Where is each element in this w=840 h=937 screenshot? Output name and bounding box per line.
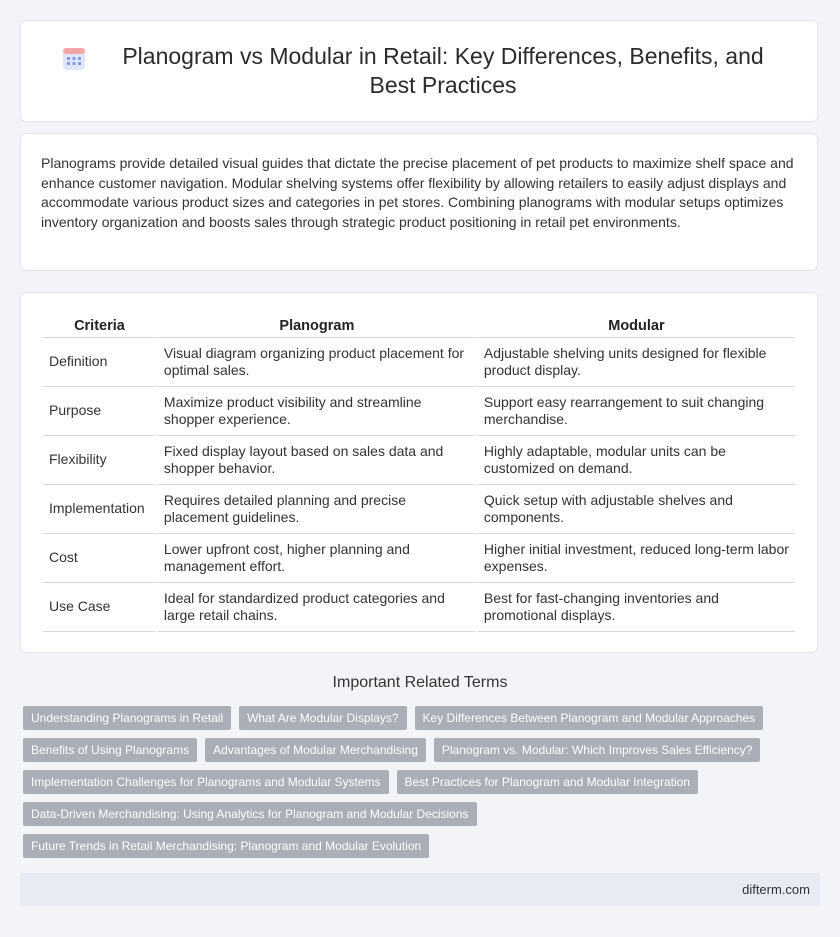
modular-cell: Support easy rearrangement to suit changing merchandise. [478, 387, 795, 436]
intro-paragraph: Planograms provide detailed visual guides that dictate the precise placement of pet products to maximize shelf space and enhance customer navigation. Modular shelving systems offer flexibility by allowing retailers to easily adjust displays and accommodate various product sizes and categories in pet stores. Combining planograms with modular setups optimizes inventory organization and boosts sales through strategic product positioning in retail pet environments. [41, 155, 794, 230]
header-planogram: Planogram [158, 311, 476, 338]
related-term-tag[interactable]: Advantages of Modular Merchandising [205, 738, 426, 762]
related-term-tag[interactable]: Benefits of Using Planograms [23, 738, 197, 762]
related-term-tag[interactable]: Future Trends in Retail Merchandising: Planogram and Modular Evolution [23, 834, 429, 858]
modular-cell: Highly adaptable, modular units can be customized on demand. [478, 436, 795, 485]
table-header-row [43, 311, 795, 338]
related-term-tag[interactable]: Understanding Planograms in Retail [23, 706, 231, 730]
title-card [20, 20, 818, 122]
planogram-cell: Ideal for standardized product categories and large retail chains. [158, 583, 476, 632]
criteria-cell: Implementation [43, 485, 156, 534]
footer-site-link[interactable]: difterm.com [742, 882, 810, 897]
planogram-cell: Lower upfront cost, higher planning and management effort. [158, 534, 476, 583]
related-terms-list [23, 706, 813, 858]
related-term-tag[interactable]: Key Differences Between Planogram and Modular Approaches [415, 706, 764, 730]
planogram-cell: Fixed display layout based on sales data and shopper behavior. [158, 436, 476, 485]
related-term-tag[interactable]: Planogram vs. Modular: Which Improves Sales Efficiency? [434, 738, 761, 762]
comparison-table [41, 311, 797, 632]
modular-cell: Higher initial investment, reduced long-term labor expenses. [478, 534, 795, 583]
header-modular: Modular [478, 311, 795, 338]
related-term-tag[interactable]: Implementation Challenges for Planograms and Modular Systems [23, 770, 389, 794]
criteria-cell: Use Case [43, 583, 156, 632]
modular-cell: Adjustable shelving units designed for flexible product display. [478, 338, 795, 387]
table-row [43, 485, 795, 534]
table-row [43, 534, 795, 583]
criteria-cell: Definition [43, 338, 156, 387]
planogram-cell: Visual diagram organizing product placement for optimal sales. [158, 338, 476, 387]
comparison-card [20, 292, 818, 653]
related-term-tag[interactable]: What Are Modular Displays? [239, 706, 406, 730]
intro-card [20, 133, 818, 271]
modular-cell: Best for fast-changing inventories and promotional displays. [478, 583, 795, 632]
table-row [43, 583, 795, 632]
related-term-tag[interactable]: Best Practices for Planogram and Modular Integration [397, 770, 698, 794]
table-row [43, 387, 795, 436]
criteria-cell: Purpose [43, 387, 156, 436]
criteria-cell: Flexibility [43, 436, 156, 485]
title-wrap [61, 42, 777, 100]
table-row [43, 436, 795, 485]
related-terms-heading: Important Related Terms [332, 674, 508, 691]
related-term-tag[interactable]: Data-Driven Merchandising: Using Analytics for Planogram and Modular Decisions [23, 802, 477, 826]
page-title: Planogram vs Modular in Retail: Key Differences, Benefits, and Best Practices [122, 43, 764, 98]
modular-cell: Quick setup with adjustable shelves and components. [478, 485, 795, 534]
planogram-cell: Maximize product visibility and streamline shopper experience. [158, 387, 476, 436]
header-criteria: Criteria [43, 311, 156, 338]
planogram-cell: Requires detailed planning and precise placement guidelines. [158, 485, 476, 534]
grid-icon [61, 46, 87, 72]
criteria-cell: Cost [43, 534, 156, 583]
footer [20, 873, 820, 906]
table-row [43, 338, 795, 387]
